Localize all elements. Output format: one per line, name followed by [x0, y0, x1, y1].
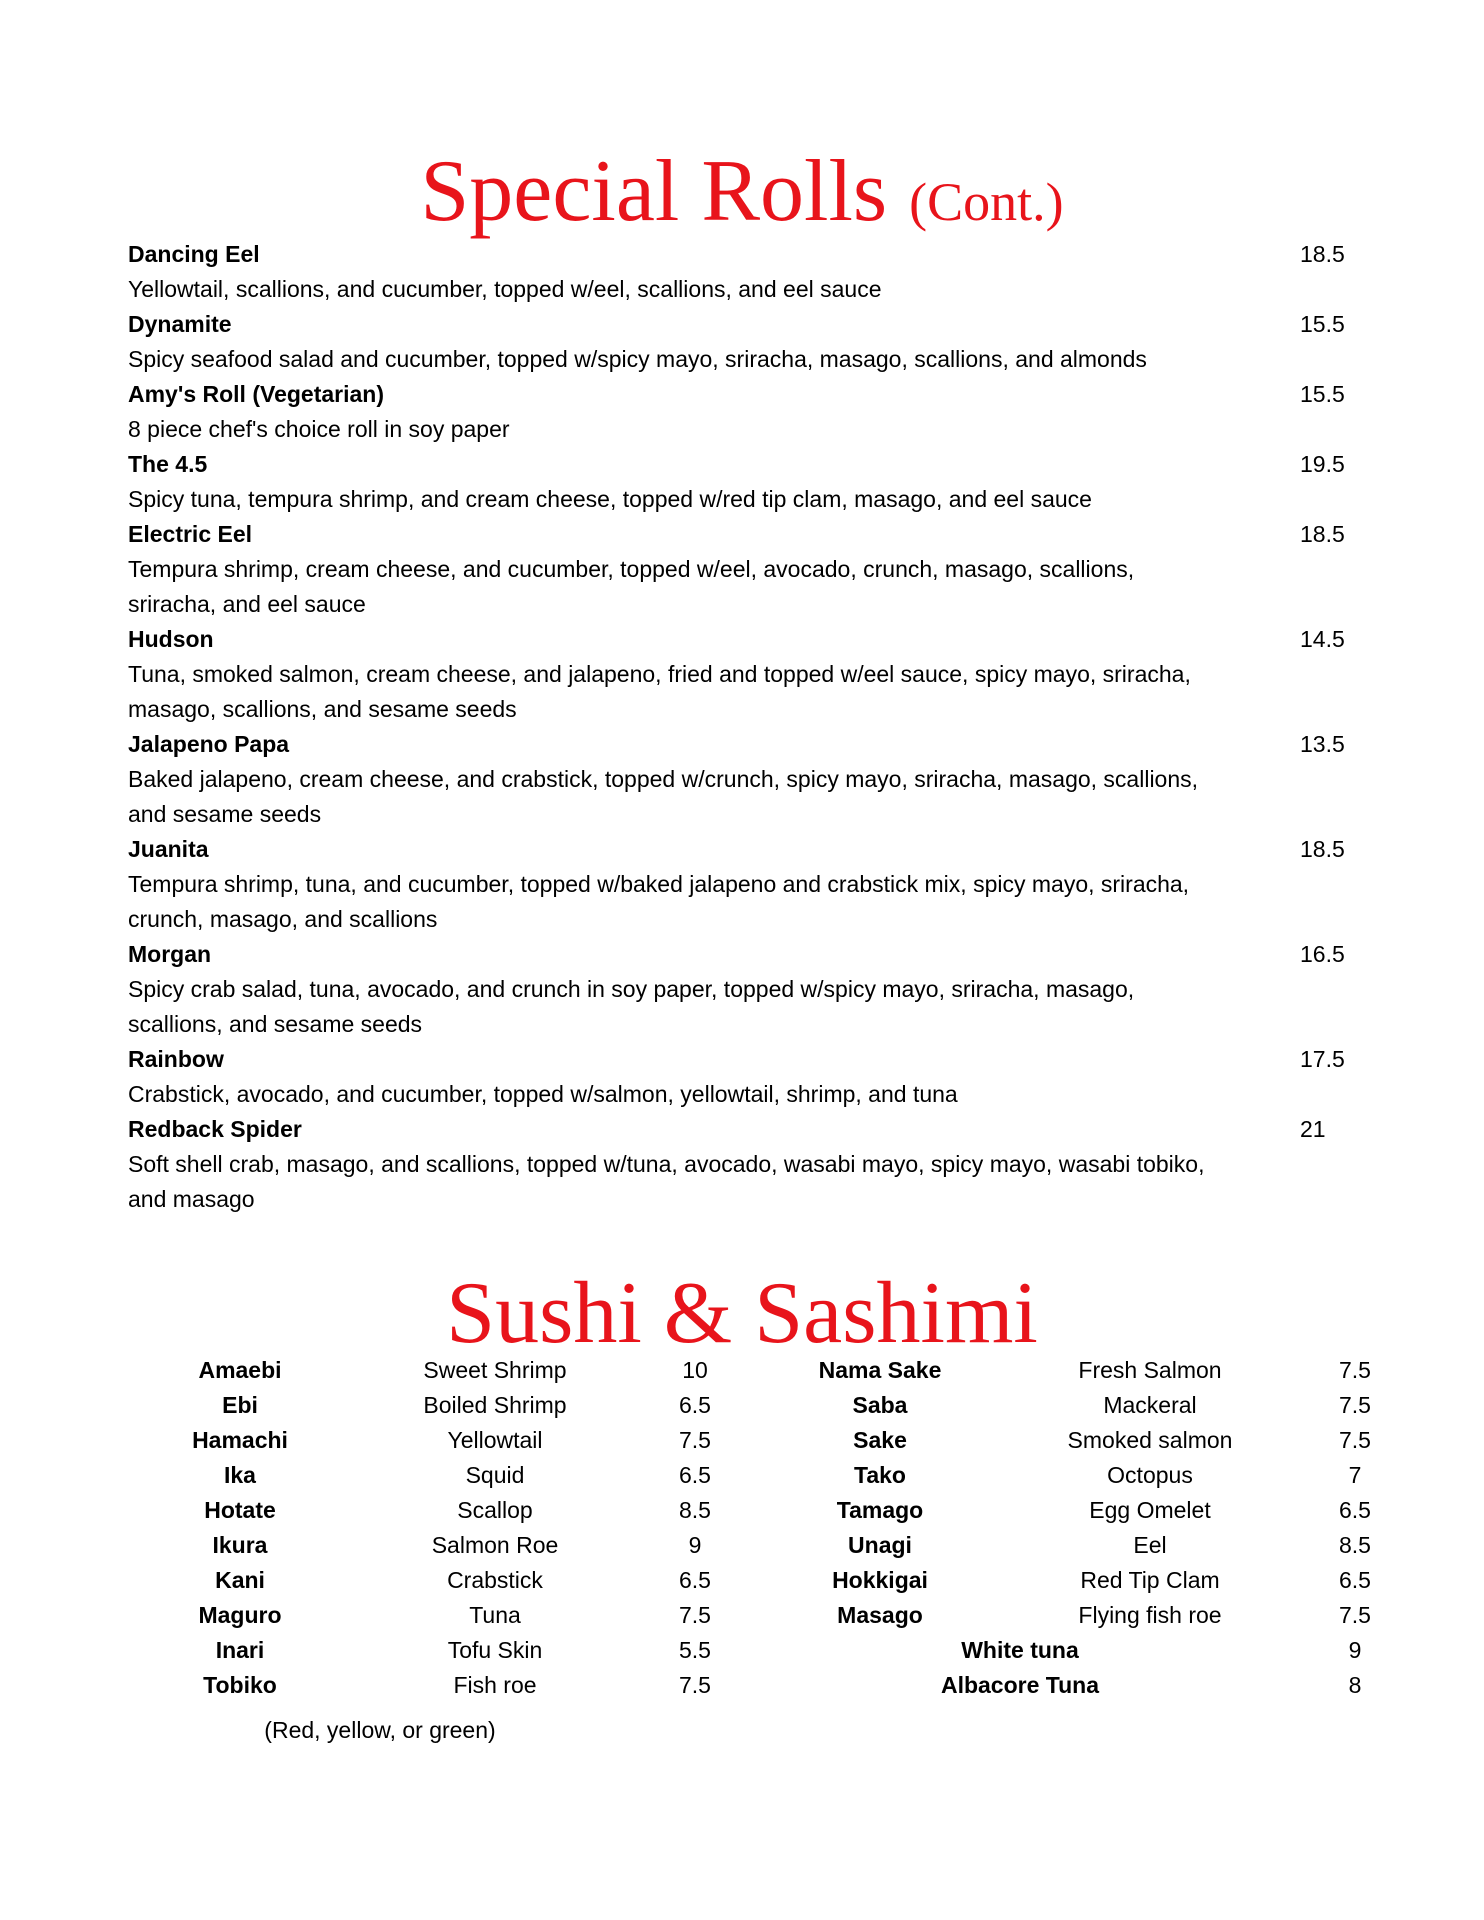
- sushi-row: [0, 1388, 1484, 1423]
- sushi-japanese-name: Ebi: [222, 1392, 258, 1418]
- sushi-english-name: Salmon Roe: [431, 1532, 559, 1558]
- sushi-japanese-name: Maguro: [198, 1602, 282, 1628]
- roll-price: 18.5: [1300, 836, 1345, 862]
- sushi-japanese-name: Hotate: [204, 1497, 276, 1523]
- special-rolls-title-text: Special Rolls: [420, 143, 888, 240]
- roll-name: Jalapeno Papa: [128, 731, 290, 757]
- roll-name: Dynamite: [128, 311, 232, 337]
- roll-header: [128, 1112, 1378, 1147]
- sushi-price: 5.5: [679, 1637, 711, 1663]
- sushi-price: 6.5: [1339, 1497, 1371, 1523]
- sushi-english-name: Tofu Skin: [447, 1637, 543, 1663]
- roll-header: [128, 307, 1378, 342]
- sushi-price: 6.5: [679, 1462, 711, 1488]
- sushi-english-name: Flying fish roe: [1078, 1602, 1222, 1628]
- roll-description: Tuna, smoked salmon, cream cheese, and jalapeno, fried and topped w/eel sauce, spicy mayo, sriracha, masago, scallions, and sesame seeds: [128, 661, 1191, 722]
- roll-name: Redback Spider: [128, 1116, 302, 1142]
- special-rolls-title-suffix: (Cont.): [909, 172, 1064, 232]
- roll-header: [128, 832, 1378, 867]
- sushi-price: 7.5: [1339, 1602, 1371, 1628]
- roll-description: Soft shell crab, masago, and scallions, topped w/tuna, avocado, wasabi mayo, spicy mayo, wasabi tobiko, and masago: [128, 1151, 1205, 1212]
- sushi-price: 9: [688, 1532, 702, 1558]
- sushi-price: 7.5: [1339, 1392, 1371, 1418]
- sushi-price: 7.5: [679, 1602, 711, 1628]
- roll-description: Crabstick, avocado, and cucumber, topped w/salmon, yellowtail, shrimp, and tuna: [128, 1081, 958, 1107]
- roll-header: [128, 517, 1378, 552]
- roll-item: [128, 517, 1378, 622]
- sushi-japanese-name: Tobiko: [203, 1672, 277, 1698]
- roll-description: Spicy tuna, tempura shrimp, and cream cheese, topped w/red tip clam, masago, and eel sauce: [128, 486, 1092, 512]
- roll-header: [128, 727, 1378, 762]
- sushi-english-name: Octopus: [1107, 1462, 1193, 1488]
- roll-item: [128, 832, 1378, 937]
- sushi-japanese-name: Masago: [837, 1602, 923, 1628]
- sushi-japanese-name: Albacore Tuna: [940, 1672, 1100, 1698]
- roll-price: 15.5: [1300, 311, 1345, 337]
- roll-name: Juanita: [128, 836, 209, 862]
- roll-item: [128, 377, 1378, 447]
- special-rolls-title: [0, 143, 1484, 240]
- roll-header: [128, 937, 1378, 972]
- roll-description: 8 piece chef's choice roll in soy paper: [128, 416, 510, 442]
- sushi-price: 10: [682, 1357, 708, 1383]
- sushi-row: [0, 1493, 1484, 1528]
- sushi-japanese-name: Amaebi: [198, 1357, 282, 1383]
- roll-item: [128, 1112, 1378, 1217]
- sushi-japanese-name: Saba: [852, 1392, 908, 1418]
- roll-name: The 4.5: [128, 451, 208, 477]
- roll-price: 19.5: [1300, 451, 1345, 477]
- roll-item: [128, 307, 1378, 377]
- sushi-english-name: Yellowtail: [447, 1427, 543, 1453]
- sushi-row: [0, 1563, 1484, 1598]
- roll-item: [128, 937, 1378, 1042]
- sushi-japanese-name: Ika: [224, 1462, 256, 1488]
- roll-description: Yellowtail, scallions, and cucumber, topped w/eel, scallions, and eel sauce: [128, 276, 882, 302]
- roll-item: [128, 727, 1378, 832]
- sushi-japanese-name: Ikura: [212, 1532, 268, 1558]
- sushi-price: 6.5: [679, 1567, 711, 1593]
- roll-price: 16.5: [1300, 941, 1345, 967]
- roll-header: [128, 1042, 1378, 1077]
- sushi-japanese-name: Sake: [853, 1427, 907, 1453]
- roll-name: Dancing Eel: [128, 241, 260, 267]
- sushi-price: 9: [1348, 1637, 1362, 1663]
- sushi-japanese-name: Inari: [215, 1637, 265, 1663]
- roll-name: Hudson: [128, 626, 214, 652]
- sushi-japanese-name: Nama Sake: [818, 1357, 942, 1383]
- sushi-sashimi-title: Sushi & Sashimi: [446, 1265, 1038, 1362]
- sushi-japanese-name: Hokkigai: [832, 1567, 928, 1593]
- roll-price: 13.5: [1300, 731, 1345, 757]
- sushi-price: 8.5: [679, 1497, 711, 1523]
- sushi-row: [0, 1633, 1484, 1668]
- sushi-row: [0, 1458, 1484, 1493]
- sushi-row: [0, 1423, 1484, 1458]
- roll-description: Spicy seafood salad and cucumber, topped w/spicy mayo, sriracha, masago, scallions, and almonds: [128, 346, 1147, 372]
- roll-header: [128, 622, 1378, 657]
- sushi-english-name: Eel: [1133, 1532, 1167, 1558]
- roll-description: Tempura shrimp, cream cheese, and cucumber, topped w/eel, avocado, crunch, masago, scallions, sriracha, and eel sauce: [128, 556, 1135, 617]
- roll-name: Morgan: [128, 941, 212, 967]
- roll-item: [128, 622, 1378, 727]
- sushi-japanese-name: Tamago: [836, 1497, 924, 1523]
- roll-price: 15.5: [1300, 381, 1345, 407]
- sushi-price: 7.5: [679, 1427, 711, 1453]
- sushi-english-name: Red Tip Clam: [1080, 1567, 1220, 1593]
- roll-name: Amy's Roll (Vegetarian): [128, 381, 384, 407]
- roll-header: [128, 237, 1378, 272]
- sushi-english-name: Smoked salmon: [1067, 1427, 1233, 1453]
- sushi-price: 8.5: [1339, 1532, 1371, 1558]
- sushi-japanese-name: Kani: [215, 1567, 265, 1593]
- sushi-english-name: Sweet Shrimp: [423, 1357, 567, 1383]
- sushi-english-name: Boiled Shrimp: [423, 1392, 567, 1418]
- roll-item: [128, 237, 1378, 307]
- roll-name: Electric Eel: [128, 521, 253, 547]
- roll-name: Rainbow: [128, 1046, 224, 1072]
- sushi-english-name: Egg Omelet: [1089, 1497, 1211, 1523]
- tobiko-footnote: (Red, yellow, or green): [264, 1717, 496, 1743]
- roll-price: 17.5: [1300, 1046, 1345, 1072]
- sushi-price: 6.5: [679, 1392, 711, 1418]
- roll-header: [128, 447, 1378, 482]
- sushi-row: [0, 1668, 1484, 1703]
- sushi-price: 7.5: [1339, 1357, 1371, 1383]
- sushi-price: 7.5: [1339, 1427, 1371, 1453]
- sushi-english-name: Fresh Salmon: [1078, 1357, 1222, 1383]
- sushi-japanese-name: Unagi: [848, 1532, 912, 1558]
- sushi-japanese-name: Tako: [854, 1462, 906, 1488]
- sushi-row: [0, 1598, 1484, 1633]
- roll-description: Baked jalapeno, cream cheese, and crabstick, topped w/crunch, spicy mayo, sriracha, masago, scallions, and sesame seeds: [128, 766, 1199, 827]
- roll-description: Spicy crab salad, tuna, avocado, and crunch in soy paper, topped w/spicy mayo, sriracha, masago, scallions, and sesame seeds: [128, 976, 1135, 1037]
- sushi-english-name: Crabstick: [447, 1567, 543, 1593]
- sushi-price: 7.5: [679, 1672, 711, 1698]
- roll-price: 18.5: [1300, 521, 1345, 547]
- sushi-english-name: Mackeral: [1103, 1392, 1197, 1418]
- sushi-row: [0, 1528, 1484, 1563]
- roll-price: 21: [1300, 1116, 1326, 1142]
- sushi-price: 7: [1348, 1462, 1362, 1488]
- sushi-price: 8: [1348, 1672, 1362, 1698]
- sushi-sashimi-table: [0, 1353, 1484, 1703]
- special-rolls-list: [128, 237, 1378, 1217]
- roll-price: 18.5: [1300, 241, 1345, 267]
- sushi-row: [0, 1353, 1484, 1388]
- roll-item: [128, 1042, 1378, 1112]
- sushi-japanese-name: White tuna: [961, 1637, 1079, 1663]
- sushi-english-name: Fish roe: [453, 1672, 537, 1698]
- roll-price: 14.5: [1300, 626, 1345, 652]
- sushi-english-name: Tuna: [469, 1602, 521, 1628]
- roll-description: Tempura shrimp, tuna, and cucumber, topped w/baked jalapeno and crabstick mix, spicy mayo, sriracha, crunch, masago, and scallions: [128, 871, 1190, 932]
- roll-item: [128, 447, 1378, 517]
- sushi-price: 6.5: [1339, 1567, 1371, 1593]
- roll-header: [128, 377, 1378, 412]
- sushi-english-name: Squid: [465, 1462, 525, 1488]
- sushi-japanese-name: Hamachi: [192, 1427, 288, 1453]
- sushi-english-name: Scallop: [457, 1497, 533, 1523]
